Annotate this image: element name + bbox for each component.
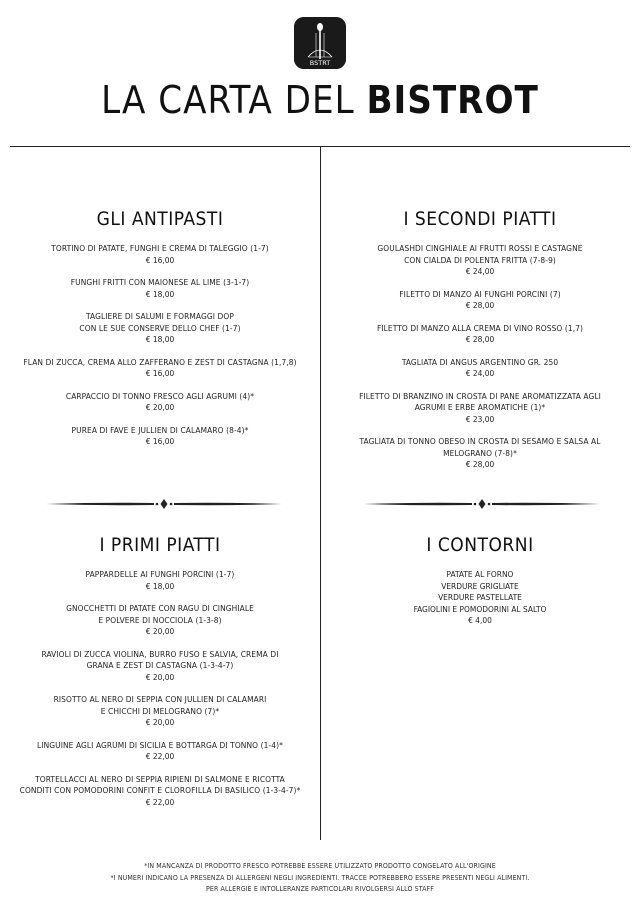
title-bold: BISTROT [366,78,539,122]
item-price: € 16,00 [145,368,175,378]
svg-text:BSTRT: BSTRT [309,59,331,67]
item-price: € 28,00 [465,334,495,344]
item-name: FUNGHI FRITTI CON MAIONESE AL LIME (3-1-7) [70,277,250,287]
item-price: € 22,00 [145,751,175,761]
section-contorni [320,533,640,627]
item-price: € 18,00 [145,288,175,299]
menu-item [0,243,320,266]
fork-logo-icon [294,17,346,69]
item-name: FILETTO DI MANZO ALLA CREMA DI VINO ROSSO (1,7) [376,322,584,333]
item-name: CARPACCIO DI TONNO FRESCO AGLI AGRUMI (4)* [65,390,255,401]
item-name: TAGLIATA DI TONNO OBESO IN CROSTA DI SESAMO E SALSA AL MELOGRANO (7-8)* [359,436,601,458]
item-name: TORTINO DI PATATE, FUNGHI E CREMA DI TALEGGIO (1-7) [51,243,269,253]
item-name: GOULASHDI CINGHIALE AI FRUTTI ROSSI E CASTAGNE CON CIALDA DI POLENTA FRITTA (7-8-9) [377,243,583,265]
title-light: LA CARTA DEL [101,78,367,122]
menu-item [0,740,320,763]
menu-item [0,311,320,346]
item-name: LINGUINE AGLI AGRUMI DI SICILIA E BOTTARGA DI TONNO (1-4)* [37,739,283,750]
item-price: € 18,00 [145,580,175,591]
list-item: VERDURE GRIGLIATE [441,580,519,591]
menu-item [0,774,320,809]
item-price: € 24,00 [465,266,495,276]
item-name: RISOTTO AL NERO DI SEPPIA CON JULLIEN DI CALAMARI E CHICCHI DI MELOGRANO (7)* [53,694,267,716]
item-name: RAVIOLI DI ZUCCA VIOLINA, BURRO FUSO E SALVIA, CREMA DI GRANA E ZEST DI CASTAGNA (1-3-4-7) [41,648,279,670]
item-price: € 28,00 [465,459,495,469]
menu-item [320,289,640,312]
ornament-divider-left [46,498,282,510]
list-item: VERDURE PASTELLATE [438,592,522,602]
item-price: € 20,00 [145,402,175,412]
page-title [0,76,640,124]
footer-note: *I NUMERI INDICANO LA PRESENZA DI ALLERGENI NEGLI INGREDIENTI. TRACCE POTREBBERO ESSERE PRESENTI NEGLI ALIMENTI. [110,873,530,882]
section-antipasti [0,207,320,459]
menu-item [0,649,320,684]
menu-item [320,436,640,471]
menu-item [320,323,640,346]
item-price: € 20,00 [145,626,175,636]
item-name: TAGLIATA DI ANGUS ARGENTINO GR. 250 [401,356,559,367]
footer-note: *IN MANCANZA DI PRODOTTO FRESCO POTREBBE ESSERE UTILIZZATO PRODOTTO CONGELATO ALL'ORIGINE [144,862,496,870]
item-price: € 16,00 [145,436,175,446]
item-price: € 20,00 [145,717,175,727]
item-price: € 24,00 [465,368,495,378]
item-price: € 16,00 [145,254,175,265]
menu-item [0,425,320,448]
bistrot-logo [294,17,346,69]
menu-item [320,357,640,380]
item-price: € 18,00 [145,334,175,344]
item-name: FILETTO DI MANZO AI FUNGHI PORCINI (7) [399,288,561,299]
item-price: € 20,00 [145,671,175,682]
item-price: € 22,00 [145,796,175,807]
section-title: I CONTORNI [426,534,534,556]
menu-item [320,391,640,426]
ornament-icon [364,498,600,510]
menu-item [0,391,320,414]
footer-note: PER ALLERGIE E INTOLLERANZE PARTICOLARI RIVOLGERSI ALLO STAFF [205,885,434,893]
menu-item [320,243,640,278]
menu-item [0,569,320,592]
item-price: € 23,00 [465,413,495,424]
item-price: € 28,00 [465,300,495,310]
section-title: GLI ANTIPASTI [96,208,224,230]
list-item: PATATE AL FORNO [446,569,514,579]
section-title: I SECONDI PIATTI [403,208,557,230]
item-name: TORTELLACCI AL NERO DI SEPPIA RIPIENI DI SALMONE E RICOTTA CONDITI CON POMODORINI CONFIT E CLOROFILLA DI BASILICO (1-3-4-7)* [19,773,301,795]
item-name: TAGLIERE DI SALUMI E FORMAGGI DOP CON LE SUE CONSERVE DELLO CHEF (1-7) [79,311,241,333]
list-item: FAGIOLINI E POMODORINI AL SALTO [413,603,547,614]
menu-item [0,357,320,380]
section-secondi [320,207,640,482]
item-name: FILETTO DI BRANZINO IN CROSTA DI PANE AROMATIZZATA AGLI AGRUMI E ERBE AROMATICHE (1)* [359,390,601,412]
section-title: I PRIMI PIATTI [99,534,221,556]
menu-item [0,694,320,729]
item-price: € 4,00 [468,615,492,625]
ornament-divider-right [364,498,600,510]
section-primi [0,533,320,819]
menu-item [0,603,320,638]
item-name: PAPPARDELLE AI FUNGHI PORCINI (1-7) [85,569,235,579]
item-name: PUREA DI FAVE E JULLIEN DI CALAMARO (8-4)* [71,424,249,435]
contorni-list [320,569,640,627]
item-name: GNOCCHETTI DI PATATE CON RAGU DI CINGHIALE E POLVERE DI NOCCIOLA (1-3-8) [66,603,254,625]
menu-item [0,277,320,300]
footer-notes [0,861,640,896]
item-name: FLAN DI ZUCCA, CREMA ALLO ZAFFERANO E ZEST DI CASTAGNA (1,7,8) [23,356,297,367]
ornament-icon [46,498,282,510]
